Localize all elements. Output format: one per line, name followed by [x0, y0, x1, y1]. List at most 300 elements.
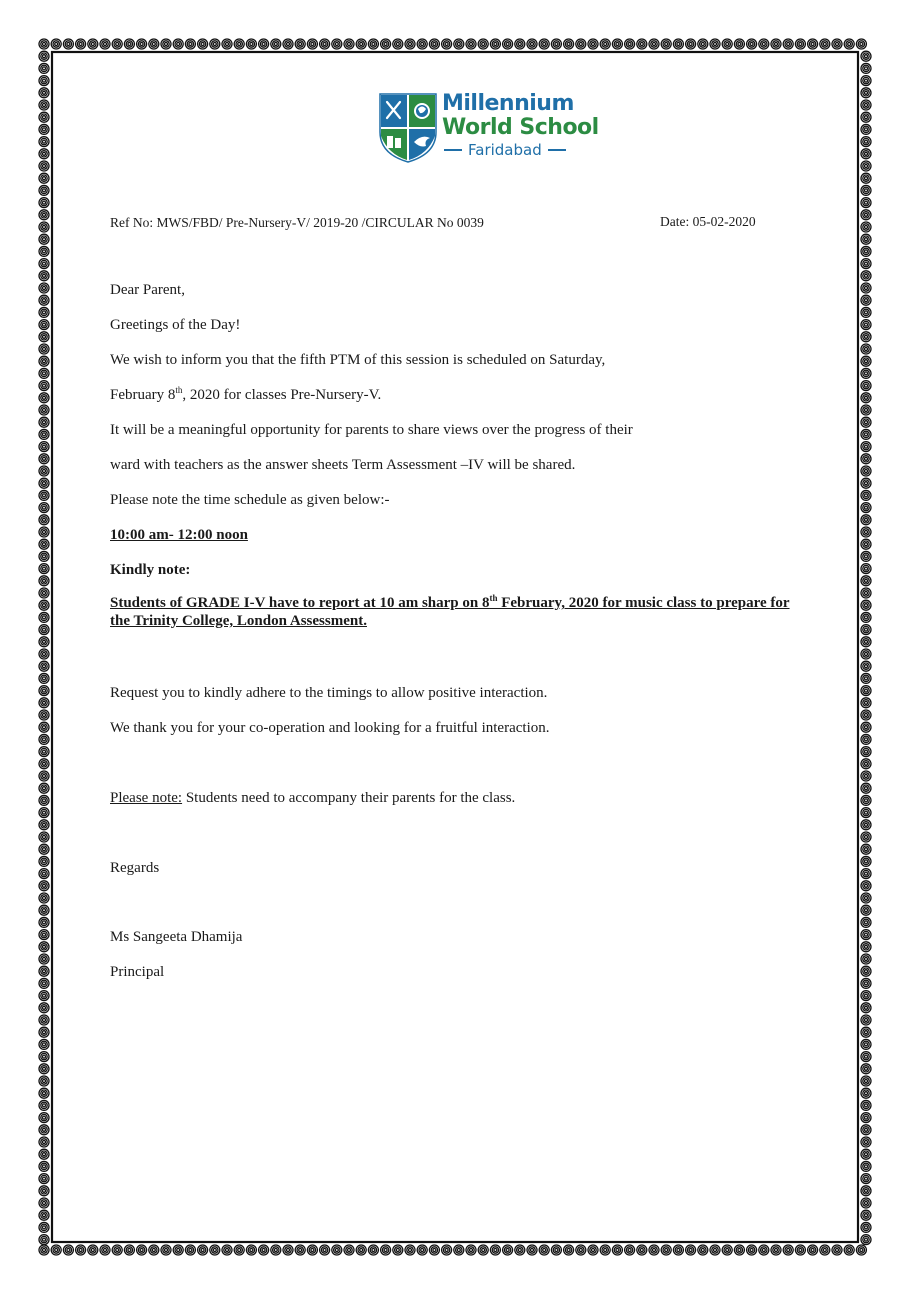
- paragraph-2-pre: February 8: [110, 387, 176, 403]
- border-swirl: [503, 39, 513, 49]
- border-swirl: [861, 722, 871, 732]
- border-swirl: [173, 39, 183, 49]
- border-swirl: [625, 1245, 635, 1255]
- border-swirl: [795, 1245, 805, 1255]
- border-swirl: [861, 686, 871, 696]
- divider: [548, 149, 566, 151]
- border-swirl: [39, 564, 49, 574]
- border-swirl: [39, 1245, 49, 1255]
- border-swirl: [39, 893, 49, 903]
- border-swirl: [185, 1245, 195, 1255]
- border-swirl: [861, 1100, 871, 1110]
- border-swirl: [771, 1245, 781, 1255]
- border-swirl: [39, 832, 49, 842]
- border-swirl: [39, 466, 49, 476]
- border-swirl: [283, 1245, 293, 1255]
- border-swirl: [808, 1245, 818, 1255]
- border-swirl: [417, 39, 427, 49]
- border-swirl: [393, 1245, 403, 1255]
- border-swirl: [861, 747, 871, 757]
- border-swirl: [861, 137, 871, 147]
- border-swirl: [861, 893, 871, 903]
- border-swirl: [39, 1064, 49, 1074]
- border-swirl: [856, 39, 866, 49]
- border-swirl: [861, 978, 871, 988]
- border-swirl: [861, 332, 871, 342]
- border-swirl: [39, 246, 49, 256]
- border-swirl: [454, 1245, 464, 1255]
- border-swirl: [39, 795, 49, 805]
- border-swirl: [39, 1235, 49, 1245]
- border-swirl: [39, 673, 49, 683]
- border-swirl: [39, 747, 49, 757]
- border-swirl: [39, 722, 49, 732]
- border-swirl: [39, 51, 49, 61]
- border-swirl: [39, 515, 49, 525]
- border-swirl: [539, 1245, 549, 1255]
- border-swirl: [861, 1174, 871, 1184]
- border-swirl: [124, 1245, 134, 1255]
- border-swirl: [63, 39, 73, 49]
- border-swirl: [39, 1015, 49, 1025]
- border-swirl: [100, 1245, 110, 1255]
- border-swirl: [39, 332, 49, 342]
- border-swirl: [861, 320, 871, 330]
- border-swirl: [759, 1245, 769, 1255]
- border-swirl: [564, 39, 574, 49]
- notice-post: February, 2020 for music class to prepare for the Trinity College, London Assessment.: [110, 595, 790, 629]
- border-swirl: [649, 39, 659, 49]
- border-swirl: [381, 39, 391, 49]
- border-swirl: [539, 39, 549, 49]
- border-swirl: [112, 1245, 122, 1255]
- border-swirl: [861, 551, 871, 561]
- border-swirl: [51, 39, 61, 49]
- border-swirl: [39, 222, 49, 232]
- border-swirl: [39, 759, 49, 769]
- border-swirl: [861, 637, 871, 647]
- border-swirl: [861, 588, 871, 598]
- border-swirl: [442, 39, 452, 49]
- border-swirl: [88, 1245, 98, 1255]
- border-swirl: [861, 856, 871, 866]
- border-swirl: [39, 600, 49, 610]
- border-swirl: [246, 1245, 256, 1255]
- border-swirl: [861, 51, 871, 61]
- border-swirl: [527, 1245, 537, 1255]
- border-swirl: [861, 173, 871, 183]
- border-swirl: [861, 917, 871, 927]
- border-swirl: [820, 1245, 830, 1255]
- border-swirl: [161, 1245, 171, 1255]
- border-swirl: [861, 881, 871, 891]
- border-swirl: [39, 588, 49, 598]
- signatory-name: Ms Sangeeta Dhamija: [110, 929, 243, 945]
- border-swirl: [515, 39, 525, 49]
- border-swirl: [861, 185, 871, 195]
- border-swirl: [39, 856, 49, 866]
- border-swirl: [861, 869, 871, 879]
- kindly-note-heading: Kindly note:: [110, 562, 191, 578]
- border-swirl: [861, 149, 871, 159]
- border-swirl: [734, 39, 744, 49]
- border-swirl: [759, 39, 769, 49]
- border-swirl: [661, 1245, 671, 1255]
- border-swirl: [861, 405, 871, 415]
- border-swirl: [861, 490, 871, 500]
- border-swirl: [246, 39, 256, 49]
- please-note: [110, 789, 515, 807]
- border-swirl: [747, 39, 757, 49]
- border-swirl: [39, 783, 49, 793]
- border-swirl: [39, 625, 49, 635]
- paragraph-2-post: , 2020 for classes Pre-Nursery-V.: [182, 387, 382, 403]
- border-swirl: [39, 1088, 49, 1098]
- border-swirl: [576, 1245, 586, 1255]
- salutation: Dear Parent,: [110, 282, 185, 298]
- border-swirl: [861, 771, 871, 781]
- border-swirl: [861, 417, 871, 427]
- border-swirl: [173, 1245, 183, 1255]
- border-swirl: [861, 1113, 871, 1123]
- border-swirl: [234, 1245, 244, 1255]
- border-swirl: [39, 344, 49, 354]
- border-swirl: [344, 39, 354, 49]
- border-swirl: [861, 759, 871, 769]
- border-swirl: [722, 39, 732, 49]
- border-swirl: [710, 39, 720, 49]
- border-swirl: [39, 173, 49, 183]
- border-swirl: [861, 1235, 871, 1245]
- border-swirl: [39, 503, 49, 513]
- border-swirl: [39, 698, 49, 708]
- border-swirl: [503, 1245, 513, 1255]
- school-name-line2: World School: [442, 115, 599, 140]
- border-swirl: [393, 39, 403, 49]
- border-swirl: [39, 966, 49, 976]
- border-swirl: [39, 198, 49, 208]
- border-swirl: [39, 808, 49, 818]
- border-swirl: [39, 442, 49, 452]
- border-swirl: [861, 832, 871, 842]
- please-note-text: Students need to accompany their parents for the class.: [182, 790, 516, 806]
- border-swirl: [861, 1222, 871, 1232]
- border-swirl: [588, 39, 598, 49]
- border-swirl: [861, 795, 871, 805]
- border-swirl: [39, 381, 49, 391]
- border-swirl: [39, 185, 49, 195]
- border-swirl: [673, 1245, 683, 1255]
- border-swirl: [861, 1027, 871, 1037]
- border-swirl: [515, 1245, 525, 1255]
- school-name-line1: Millennium: [442, 91, 574, 116]
- grade-notice: [110, 594, 800, 630]
- border-swirl: [612, 39, 622, 49]
- border-swirl: [51, 1245, 61, 1255]
- time-schedule: 10:00 am- 12:00 noon: [110, 527, 248, 543]
- border-swirl: [39, 710, 49, 720]
- border-swirl: [39, 356, 49, 366]
- border-swirl: [576, 39, 586, 49]
- border-swirl: [820, 39, 830, 49]
- border-swirl: [39, 1039, 49, 1049]
- border-swirl: [39, 1125, 49, 1135]
- school-logo: [378, 92, 438, 164]
- border-swirl: [466, 1245, 476, 1255]
- border-swirl: [861, 600, 871, 610]
- border-swirl: [861, 1052, 871, 1062]
- border-swirl: [39, 551, 49, 561]
- paragraph-3: It will be a meaningful opportunity for parents to share views over the progress of their: [110, 422, 633, 438]
- border-swirl: [39, 1027, 49, 1037]
- border-swirl: [861, 515, 871, 525]
- border-swirl: [649, 1245, 659, 1255]
- paragraph-6: Request you to kindly adhere to the timings to allow positive interaction.: [110, 685, 548, 701]
- border-swirl: [861, 661, 871, 671]
- border-swirl: [39, 869, 49, 879]
- border-swirl: [39, 124, 49, 134]
- border-swirl: [39, 612, 49, 622]
- border-swirl: [429, 1245, 439, 1255]
- border-swirl: [861, 649, 871, 659]
- paragraph-4: ward with teachers as the answer sheets Term Assessment –IV will be shared.: [110, 457, 576, 473]
- border-swirl: [795, 39, 805, 49]
- border-swirl: [124, 39, 134, 49]
- border-swirl: [861, 1076, 871, 1086]
- border-swirl: [405, 1245, 415, 1255]
- border-swirl: [137, 39, 147, 49]
- border-swirl: [625, 39, 635, 49]
- border-swirl: [39, 405, 49, 415]
- border-swirl: [861, 539, 871, 549]
- border-swirl: [861, 442, 871, 452]
- border-swirl: [490, 39, 500, 49]
- border-swirl: [332, 1245, 342, 1255]
- border-swirl: [307, 1245, 317, 1255]
- border-swirl: [861, 1015, 871, 1025]
- border-swirl: [356, 1245, 366, 1255]
- border-swirl: [771, 39, 781, 49]
- border-swirl: [39, 259, 49, 269]
- border-swirl: [76, 39, 86, 49]
- border-swirl: [783, 39, 793, 49]
- border-swirl: [39, 368, 49, 378]
- border-swirl: [698, 1245, 708, 1255]
- border-swirl: [600, 1245, 610, 1255]
- border-swirl: [39, 76, 49, 86]
- border-swirl: [637, 1245, 647, 1255]
- border-swirl: [861, 808, 871, 818]
- border-swirl: [39, 1113, 49, 1123]
- border-swirl: [861, 954, 871, 964]
- border-swirl: [861, 820, 871, 830]
- border-swirl: [856, 1245, 866, 1255]
- border-swirl: [112, 39, 122, 49]
- border-swirl: [832, 39, 842, 49]
- border-swirl: [661, 39, 671, 49]
- border-swirl: [234, 39, 244, 49]
- border-swirl: [861, 234, 871, 244]
- border-swirl: [368, 1245, 378, 1255]
- border-swirl: [600, 39, 610, 49]
- border-swirl: [39, 942, 49, 952]
- border-swirl: [39, 649, 49, 659]
- border-swirl: [551, 1245, 561, 1255]
- border-swirl: [861, 344, 871, 354]
- border-swirl: [368, 39, 378, 49]
- paragraph-2: [110, 386, 381, 404]
- border-swirl: [861, 991, 871, 1001]
- border-swirl: [100, 39, 110, 49]
- border-swirl: [861, 454, 871, 464]
- regards: Regards: [110, 860, 160, 876]
- divider: [444, 149, 462, 151]
- border-swirl: [149, 39, 159, 49]
- border-swirl: [344, 1245, 354, 1255]
- school-name: [442, 92, 599, 160]
- border-swirl: [39, 881, 49, 891]
- border-swirl: [39, 454, 49, 464]
- border-swirl: [686, 39, 696, 49]
- border-swirl: [861, 844, 871, 854]
- border-swirl: [39, 1149, 49, 1159]
- border-swirl: [861, 307, 871, 317]
- border-swirl: [478, 39, 488, 49]
- border-swirl: [861, 625, 871, 635]
- border-swirl: [861, 429, 871, 439]
- signatory-title: Principal: [110, 964, 165, 980]
- border-swirl: [39, 637, 49, 647]
- border-swirl: [39, 1003, 49, 1013]
- border-swirl: [783, 1245, 793, 1255]
- border-swirl: [844, 39, 854, 49]
- border-swirl: [861, 1039, 871, 1049]
- border-swirl: [39, 393, 49, 403]
- paragraph-1: We wish to inform you that the fifth PTM of this session is scheduled on Saturday,: [110, 352, 606, 368]
- border-swirl: [710, 1245, 720, 1255]
- border-swirl: [39, 149, 49, 159]
- border-swirl: [39, 844, 49, 854]
- border-swirl: [861, 161, 871, 171]
- border-swirl: [861, 88, 871, 98]
- notice-pre: Students of GRADE I-V have to report at 10 am sharp on 8: [110, 595, 490, 611]
- border-swirl: [861, 1210, 871, 1220]
- border-swirl: [722, 1245, 732, 1255]
- border-swirl: [551, 39, 561, 49]
- border-swirl: [861, 210, 871, 220]
- border-swirl: [861, 527, 871, 537]
- border-swirl: [861, 76, 871, 86]
- border-swirl: [381, 1245, 391, 1255]
- border-swirl: [39, 1052, 49, 1062]
- border-swirl: [861, 259, 871, 269]
- border-swirl: [39, 905, 49, 915]
- border-swirl: [149, 1245, 159, 1255]
- border-swirl: [588, 1245, 598, 1255]
- border-swirl: [39, 1137, 49, 1147]
- border-swirl: [39, 1210, 49, 1220]
- border-swirl: [88, 39, 98, 49]
- border-swirl: [185, 39, 195, 49]
- border-swirl: [39, 1100, 49, 1110]
- border-swirl: [861, 1137, 871, 1147]
- border-swirl: [39, 490, 49, 500]
- border-swirl: [39, 820, 49, 830]
- border-swirl: [39, 539, 49, 549]
- border-swirl: [39, 161, 49, 171]
- border-swirl: [861, 1125, 871, 1135]
- border-swirl: [442, 1245, 452, 1255]
- greeting: Greetings of the Day!: [110, 317, 241, 333]
- border-swirl: [39, 771, 49, 781]
- border-swirl: [137, 1245, 147, 1255]
- border-swirl: [198, 1245, 208, 1255]
- border-swirl: [861, 100, 871, 110]
- school-location-row: [444, 140, 599, 160]
- border-swirl: [39, 63, 49, 73]
- border-swirl: [808, 39, 818, 49]
- border-swirl: [747, 1245, 757, 1255]
- border-swirl: [861, 466, 871, 476]
- border-swirl: [76, 1245, 86, 1255]
- border-swirl: [39, 320, 49, 330]
- border-swirl: [39, 478, 49, 488]
- border-swirl: [861, 698, 871, 708]
- border-swirl: [490, 1245, 500, 1255]
- border-swirl: [861, 271, 871, 281]
- border-swirl: [39, 417, 49, 427]
- border-swirl: [527, 39, 537, 49]
- border-swirl: [454, 39, 464, 49]
- border-swirl: [861, 478, 871, 488]
- border-swirl: [39, 661, 49, 671]
- border-swirl: [39, 100, 49, 110]
- border-swirl: [861, 966, 871, 976]
- notice-sup: th: [489, 593, 498, 603]
- border-swirl: [637, 39, 647, 49]
- border-swirl: [39, 283, 49, 293]
- border-swirl: [39, 137, 49, 147]
- border-swirl: [320, 39, 330, 49]
- border-swirl: [39, 1076, 49, 1086]
- border-swirl: [861, 710, 871, 720]
- border-swirl: [39, 39, 49, 49]
- border-swirl: [417, 1245, 427, 1255]
- globe-icon: [414, 103, 430, 119]
- border-swirl: [39, 1198, 49, 1208]
- border-swirl: [161, 39, 171, 49]
- border-swirl: [698, 39, 708, 49]
- border-swirl: [861, 942, 871, 952]
- border-swirl: [320, 1245, 330, 1255]
- border-swirl: [39, 1174, 49, 1184]
- border-swirl: [39, 527, 49, 537]
- border-swirl: [861, 1003, 871, 1013]
- border-swirl: [332, 39, 342, 49]
- border-swirl: [861, 1161, 871, 1171]
- paragraph-7: We thank you for your co-operation and looking for a fruitful interaction.: [110, 720, 550, 736]
- border-swirl: [39, 1161, 49, 1171]
- school-location: Faridabad: [468, 141, 542, 159]
- border-swirl: [39, 917, 49, 927]
- border-swirl: [39, 234, 49, 244]
- border-swirl: [39, 930, 49, 940]
- border-swirl: [861, 222, 871, 232]
- please-note-label: Please note:: [110, 790, 183, 806]
- border-swirl: [612, 1245, 622, 1255]
- border-swirl: [39, 295, 49, 305]
- border-swirl: [686, 1245, 696, 1255]
